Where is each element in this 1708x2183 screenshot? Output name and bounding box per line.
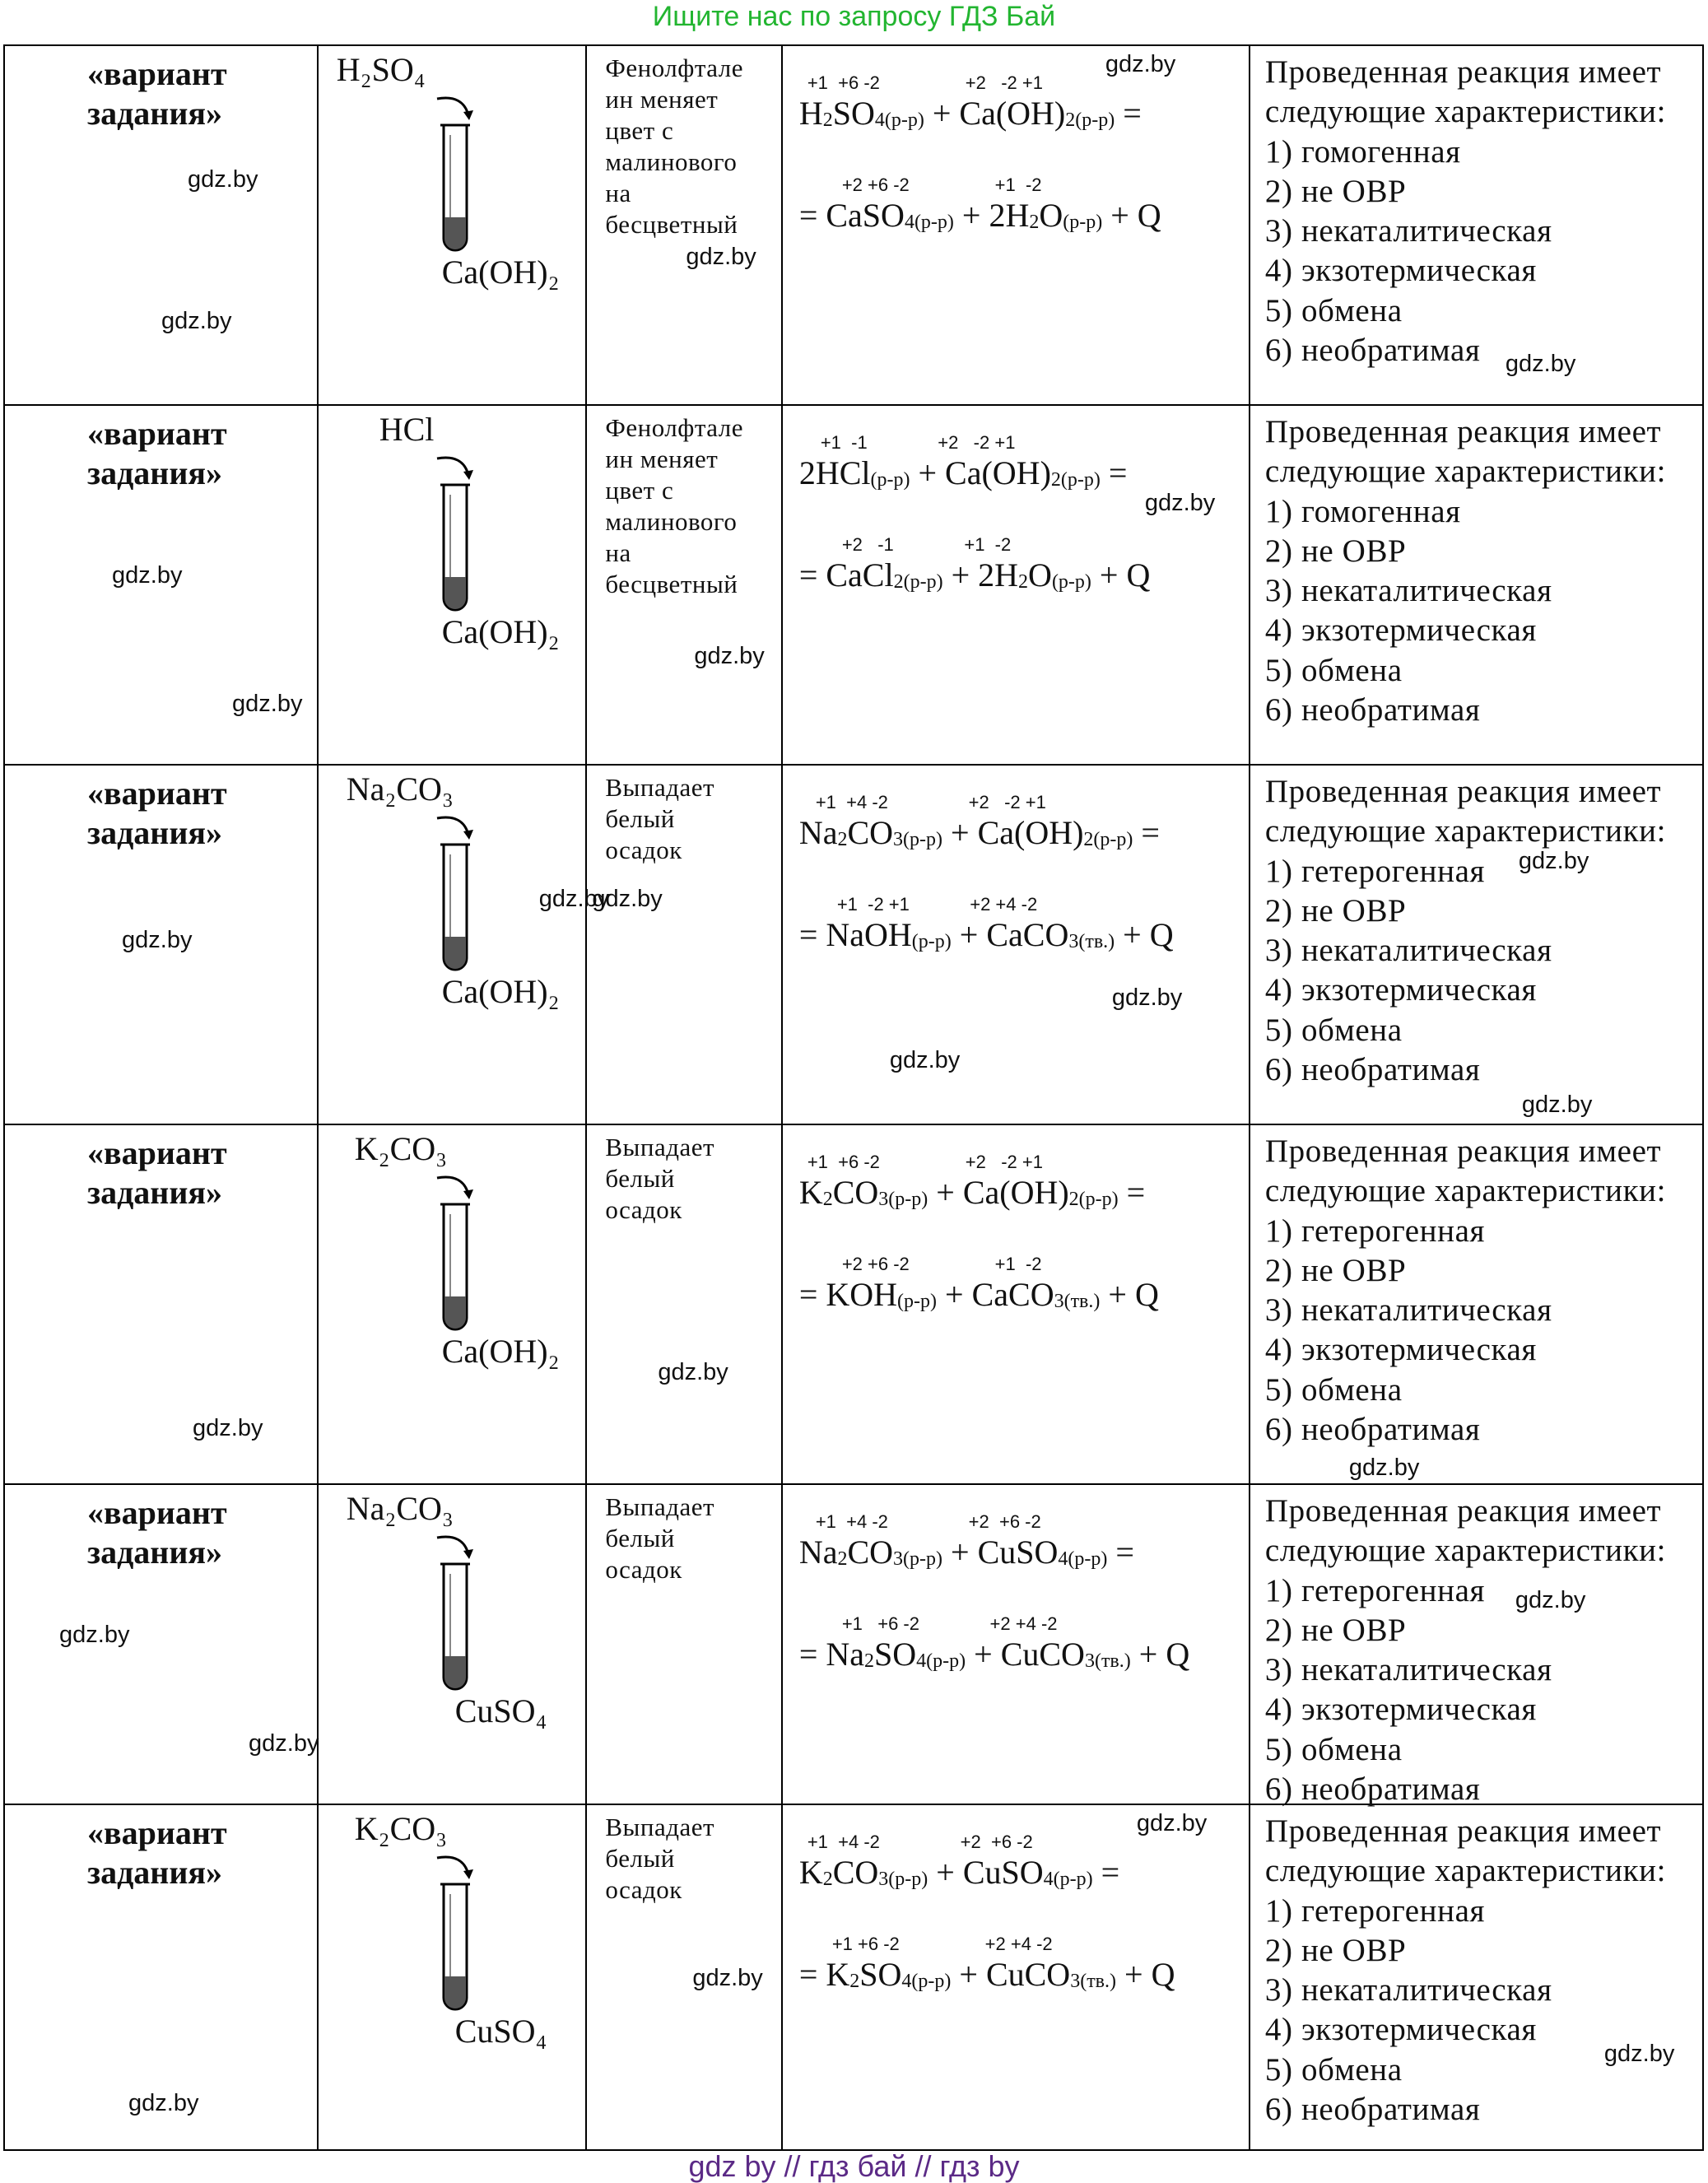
oxidation-states: +1 +4 -2 +2 +6 -2 (807, 1832, 1033, 1852)
watermark: gdz.by (1603, 2041, 1675, 2067)
test-tube-icon (426, 94, 483, 267)
watermark: gdz.by (161, 308, 232, 334)
table-row (4, 765, 1703, 1124)
watermark: gdz.by (592, 886, 663, 912)
equation-line-1: $2HCl_{(р-р)} + Ca(OH)_{2(р-р)}$ = (798, 454, 1128, 491)
reactions-table (3, 44, 1704, 2151)
oxidation-states: +1 -1 +2 -2 +1 (820, 432, 1016, 453)
oxidation-states: +2 +6 -2 +1 -2 (841, 175, 1042, 195)
test-tube-icon (426, 454, 483, 626)
equation-line-2: = $Na_2SO_{4(р-р)}$ + CuCO$_{3(тв.)}$ + Q (798, 1636, 1190, 1673)
equation-line-2: = CaCl$_{2(р-р)}$ + $2H_2O_{(р-р)} + Q$ (798, 556, 1151, 593)
table-row (4, 1484, 1703, 1804)
equation-line-1: $H_2SO_{4(р-р)} + Ca(OH)_{2(р-р)}$ = (798, 95, 1142, 132)
test-tube-icon (426, 1533, 483, 1706)
reaction-characteristics: Проведенная реакция имеет следующие характеристики: 1) гетерогенная 2) не ОВР 3) некаталитическая 4) экзотермическая 5) обмена 6) необратимая (1264, 1813, 1667, 2128)
top-banner: Ищите нас по запросу ГДЗ Бай (652, 1, 1056, 32)
observation-text: Фенолфтале ин меняет цвет с малинового на бесцветный (605, 54, 744, 239)
oxidation-states: +1 +6 -2 +2 -2 +1 (807, 1152, 1043, 1172)
watermark: gdz.by (59, 1622, 130, 1648)
table-row (4, 1804, 1703, 2150)
reagent-top: Na₂CO₃ (346, 1490, 454, 1527)
reaction-characteristics: Проведенная реакция имеет следующие характеристики: 1) гетерогенная 2) не ОВР 3) некаталитическая 4) экзотермическая 5) обмена 6) необратимая (1264, 1133, 1667, 1448)
reagent-bottom: Ca(OH)₂ (441, 1333, 560, 1370)
equation-line-1: $Na_2CO_{3(р-р)}$ + CuSO$_{4(р-р)}$ = (798, 1534, 1134, 1571)
variant-label: «вариант задания» (87, 1814, 227, 1891)
variant-label: «вариант задания» (87, 55, 227, 132)
watermark: gdz.by (694, 643, 765, 669)
watermark: gdz.by (128, 2090, 199, 2116)
watermark: gdz.by (1111, 984, 1183, 1011)
equation-line-2: = $KOH_{(р-р)}$ + CaCO$_{3(тв.)}$ + Q (798, 1276, 1159, 1313)
watermark: gdz.by (1505, 351, 1576, 377)
watermark: gdz.by (538, 886, 610, 912)
oxidation-states: +2 +6 -2 +1 -2 (841, 1254, 1042, 1274)
table-row (4, 405, 1703, 765)
equation-line-1: $Na_2CO_{3(р-р)} + Ca(OH)_{2(р-р)}$ = (798, 814, 1160, 851)
watermark: gdz.by (1136, 1810, 1208, 1836)
variant-label: «вариант задания» (87, 775, 227, 851)
reagent-top: K₂CO₃ (354, 1130, 448, 1167)
watermark: gdz.by (692, 1965, 763, 1991)
table-row (4, 45, 1703, 405)
test-tube-icon (426, 1173, 483, 1346)
reagent-top: K₂CO₃ (354, 1810, 448, 1847)
bottom-banner: gdz by // гдз бай // гдз by (688, 2149, 1020, 2183)
observation-text: Выпадает белый осадок (605, 1492, 715, 1584)
reagent-bottom: Ca(OH)₂ (441, 254, 560, 291)
watermark: gdz.by (193, 1415, 263, 1441)
oxidation-states: +2 -1 +1 -2 (841, 534, 1012, 555)
watermark: gdz.by (1515, 1587, 1586, 1613)
watermark: gdz.by (686, 244, 756, 270)
watermark: gdz.by (1348, 1455, 1420, 1481)
reagent-top: HCl (379, 411, 435, 448)
watermark: gdz.by (1521, 1092, 1593, 1118)
reagent-bottom: CuSO₄ (454, 2013, 547, 2050)
equation-line-1: $K_2CO_{3(р-р)}$ + CuSO$_{4(р-р)}$ = (798, 1854, 1120, 1891)
variant-label: «вариант задания» (87, 1494, 227, 1571)
oxidation-states: +1 +6 -2 +2 -2 +1 (807, 72, 1043, 93)
oxidation-states: +1 +6 -2 +2 +4 -2 (831, 1934, 1053, 1954)
equation-line-2: = CaSO$_{4(р-р)}$ + $2H_2O_{(р-р)} + Q$ (798, 197, 1161, 234)
equation-line-1: $K_2CO_{3(р-р)} + Ca(OH)_{2(р-р)}$ = (798, 1174, 1146, 1211)
watermark: gdz.by (122, 927, 193, 953)
equation-line-2: = NaOH$_{(р-р)}$ + CaCO$_{3(тв.)}$ + Q (798, 916, 1174, 953)
observation-text: Выпадает белый осадок (605, 773, 715, 864)
reaction-characteristics: Проведенная реакция имеет следующие характеристики: 1) гетерогенная 2) не ОВР 3) некаталитическая 4) экзотермическая 5) обмена 6) необратимая (1264, 1493, 1667, 1808)
oxidation-states: +1 +4 -2 +2 -2 +1 (815, 792, 1046, 812)
reaction-characteristics: Проведенная реакция имеет следующие характеристики: 1) гомогенная 2) не ОВР 3) некаталитическая 4) экзотермическая 5) обмена 6) необратимая (1264, 54, 1667, 369)
reagent-bottom: CuSO₄ (454, 1692, 547, 1729)
watermark: gdz.by (658, 1359, 728, 1385)
table-row (4, 1124, 1703, 1484)
oxidation-states: +1 +4 -2 +2 +6 -2 (815, 1511, 1041, 1532)
observation-text: Выпадает белый осадок (605, 1813, 715, 1904)
reaction-characteristics: Проведенная реакция имеет следующие характеристики: 1) гетерогенная 2) не ОВР 3) некаталитическая 4) экзотермическая 5) обмена 6) необратимая (1264, 774, 1667, 1088)
watermark: gdz.by (188, 166, 258, 193)
watermark: gdz.by (249, 1730, 319, 1757)
watermark: gdz.by (112, 562, 183, 589)
test-tube-icon (426, 1853, 483, 2026)
observation-text: Фенолфтале ин меняет цвет с малинового на бесцветный (605, 413, 744, 598)
oxidation-states: +1 +6 -2 +2 +4 -2 (841, 1613, 1058, 1634)
reagent-top: Na₂CO₃ (346, 770, 454, 808)
watermark: gdz.by (1105, 51, 1176, 77)
variant-label: «вариант задания» (87, 1134, 227, 1211)
watermark: gdz.by (1144, 490, 1216, 516)
reagent-top: H₂SO₄ (336, 51, 426, 88)
watermark: gdz.by (1518, 848, 1589, 874)
watermark: gdz.by (889, 1047, 961, 1073)
observation-text: Выпадает белый осадок (605, 1133, 715, 1224)
watermark: gdz.by (232, 691, 303, 717)
reagent-bottom: Ca(OH)₂ (441, 973, 560, 1010)
oxidation-states: +1 -2 +1 +2 +4 -2 (836, 894, 1038, 915)
test-tube-icon (426, 813, 483, 986)
variant-label: «вариант задания» (87, 415, 227, 491)
equation-line-2: = $K_2SO_{4(р-р)}$ + CuCO$_{3(тв.)}$ + Q (798, 1956, 1175, 1993)
reaction-characteristics: Проведенная реакция имеет следующие характеристики: 1) гомогенная 2) не ОВР 3) некаталитическая 4) экзотермическая 5) обмена 6) необратимая (1264, 414, 1667, 728)
reagent-bottom: Ca(OH)₂ (441, 613, 560, 650)
